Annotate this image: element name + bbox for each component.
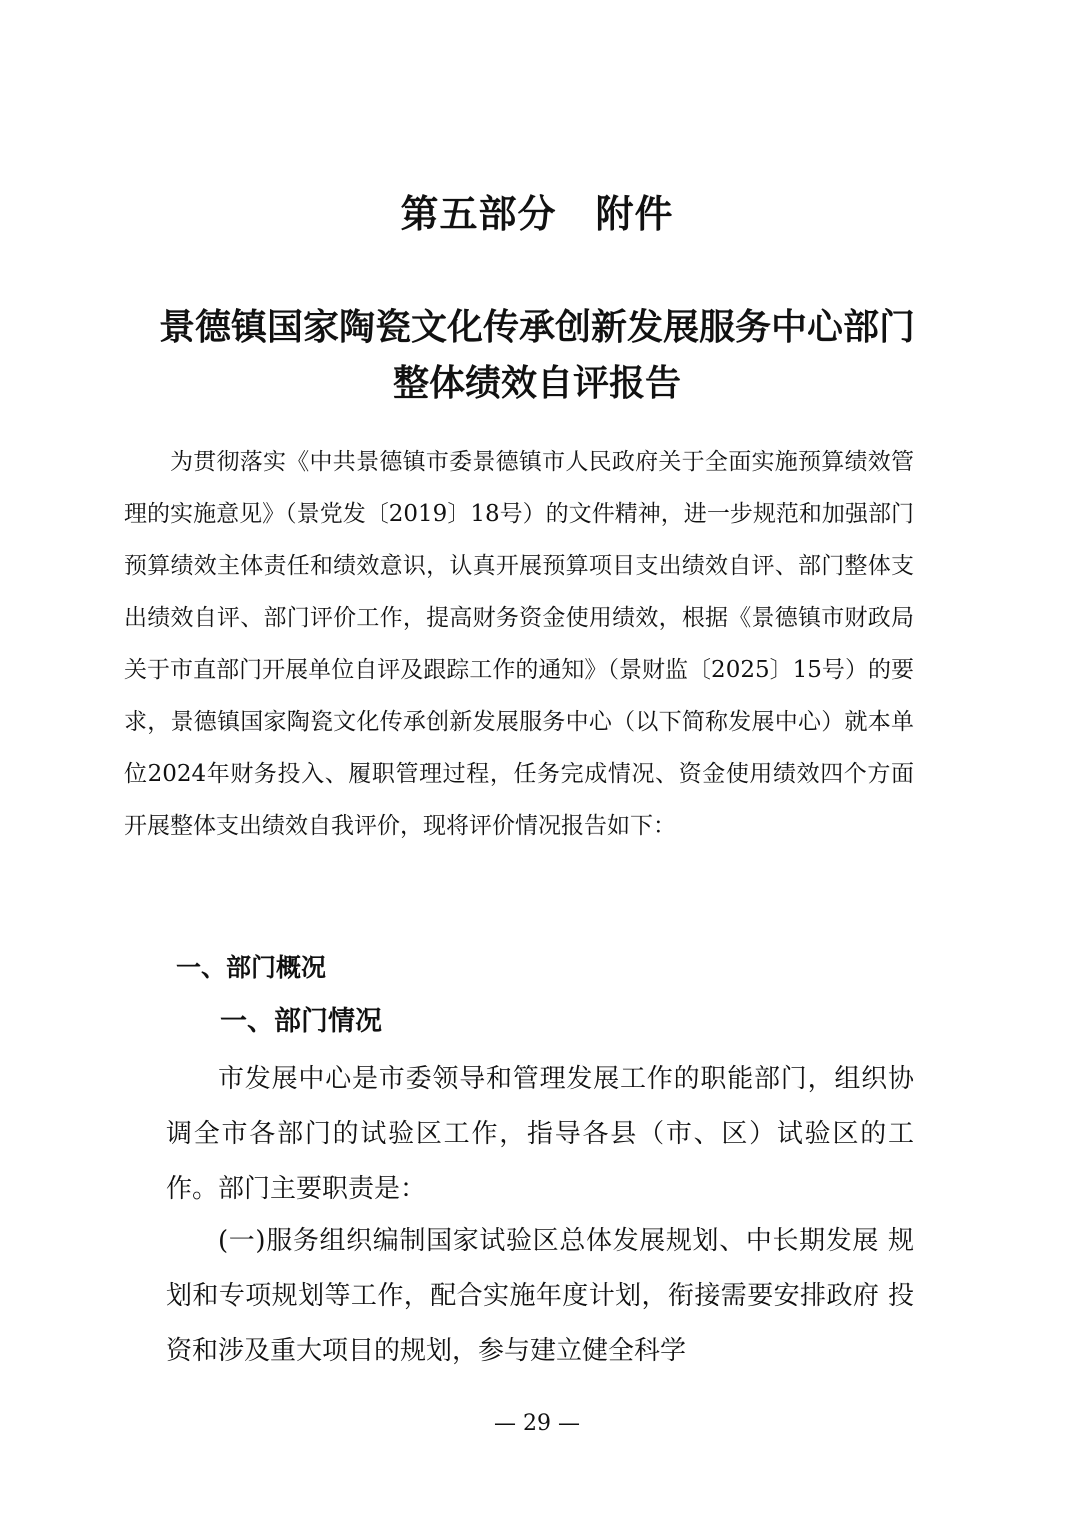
duty-paragraph: (一)服务组织编制国家试验区总体发展规划、中长期发展 规划和专项规划等工作，配合实施年度计划，衔接需要安排政府 投资和涉及重大项目的规划，参与建立健全科学 xyxy=(166,1226,914,1366)
section-heading-department-overview: 一、部门概况 xyxy=(176,953,327,982)
page-number: — 29 — xyxy=(494,1411,580,1436)
subsection-heading-department-situation: 一、部门情况 xyxy=(220,1006,382,1037)
report-title: 景德镇国家陶瓷文化传承创新发展服务中心部门整体绩效自评报告 xyxy=(158,307,915,404)
overview-paragraph: 市发展中心是市委领导和管理发展工作的职能部门，组织协调全市各部门的试验区工作，指导各县（市、区）试验区的工作。部门主要职责是： xyxy=(166,1064,914,1204)
part-title: 第五部分 附件 xyxy=(400,192,674,236)
intro-paragraph: 为贯彻落实《中共景德镇市委景德镇市人民政府关于全面实施预算绩效管理的实施意见》（景党发〔2019〕18号）的文件精神，进一步规范和加强部门预算绩效主体责任和绩效意识，认真开展预算项目支出绩效自评、部门整体支出绩效自评、部门评价工作，提高财务资金使用绩效，根据《景德镇市财政局关于市直部门开展单位自评及跟踪工作的通知》（景财监〔2025〕15号）的要求，景德镇国家陶瓷文化传承创新发展服务中心（以下简称发展中心）就本单位2024年财务投入、履职管理过程，任务完成情况、资金使用绩效四个方面开展整体支出绩效自我评价，现将评价情况报告如下： xyxy=(124,449,914,839)
